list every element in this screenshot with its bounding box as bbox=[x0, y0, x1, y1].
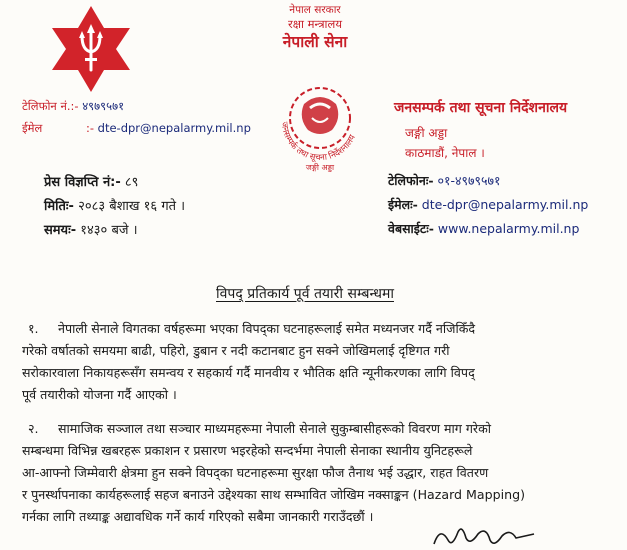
paragraph-number: १. bbox=[28, 321, 39, 336]
directorate-seal-icon bbox=[266, 68, 374, 176]
press-time-label: समयः- bbox=[44, 223, 77, 238]
directorate-phone-line bbox=[388, 172, 501, 189]
left-email-line bbox=[22, 120, 251, 136]
left-phone-label: टेलिफोन नं.:- bbox=[22, 99, 79, 113]
ministry-name: रक्षा मन्त्रालय bbox=[288, 17, 342, 31]
paragraph-number: २. bbox=[28, 421, 39, 436]
army-name: नेपाली सेना bbox=[282, 33, 348, 51]
paragraph-2 bbox=[22, 418, 618, 528]
letterhead-center bbox=[250, 4, 380, 52]
left-email-value: dte-dpr@nepalarmy.mil.np bbox=[97, 121, 251, 135]
press-time-value: १४३० बजे । bbox=[80, 223, 138, 238]
paragraph-line: सम्बन्धमा विभिन्न खबरहरू प्रकाशन र प्रसारण भइरहेको सन्दर्भमा नेपाली सेनाका स्थानीय युनिटहरूले bbox=[22, 443, 473, 458]
press-release-number: ८९ bbox=[124, 175, 139, 190]
left-phone-line bbox=[22, 98, 124, 114]
paragraph-line: १. नेपाली सेनाले विगतका वर्षहरूमा भएका विपद्का घटनाहरूलाई समेत मध्यनजर गर्दै नजिकिँदै bbox=[22, 318, 618, 340]
directorate-website-label: वेबसाईटः- bbox=[388, 221, 434, 236]
directorate-email-label: ईमेलः- bbox=[388, 197, 418, 212]
press-release-label: प्रेस विज्ञप्ति नं:- bbox=[44, 175, 121, 190]
paragraph-line: सरोकारवाला निकायहरूसँग समन्वय र सहकार्य गर्दै मानवीय र भौतिक क्षति न्यूनीकरणका लागि विपद् bbox=[22, 365, 475, 380]
paragraph-line: र पुनर्स्थापनाका कार्यहरूलाई सहज बनाउने उद्देश्यका साथ सम्भावित जोखिम नक्साङ्कन (Hazard Mapping) bbox=[22, 487, 526, 502]
paragraph-line: २. सामाजिक सञ्जाल तथा सञ्चार माध्यमहरूमा नेपाली सेनाले सुकुम्बासीहरूको विवरण माग गरेको bbox=[22, 418, 618, 440]
government-name: नेपाल सरकार bbox=[289, 4, 341, 16]
press-date-value: २०८३ बैशाख १६ गते । bbox=[78, 199, 186, 214]
paragraph-line: गरेको वर्षातको समयमा बाढी, पहिरो, डुबान र नदी कटानबाट हुन सक्ने जोखिमलाई दृष्टिगत गरी bbox=[22, 343, 450, 358]
directorate-city: काठमाडौं, नेपाल । bbox=[405, 146, 485, 160]
paragraph-line: आ-आफ्नो जिम्मेवारी क्षेत्रमा हुन सक्ने विपद्का घटनाहरूमा सुरक्षा फौज तैनाथ भई उद्धार, राहत वितरण bbox=[22, 465, 489, 480]
directorate-website-line bbox=[388, 220, 579, 237]
directorate-office: जङ्गी अड्डा bbox=[405, 126, 448, 140]
left-email-sep: :- bbox=[85, 121, 95, 135]
left-email-label: ईमेल bbox=[22, 121, 43, 135]
press-date-label: मितिः- bbox=[44, 199, 74, 214]
directorate-phone-label: टेलिफोनः- bbox=[388, 173, 434, 188]
directorate-email-value: dte-dpr@nepalarmy.mil.np bbox=[421, 197, 589, 212]
paragraph-line: पूर्व तयारीको योजना गर्दै आएको । bbox=[22, 387, 177, 402]
directorate-website-value: www.nepalarmy.mil.np bbox=[437, 221, 580, 236]
seal-ring-text: जनसम्पर्क तथा सूचना निर्देशनालय bbox=[278, 121, 358, 164]
seal-place-text: जङ्गी अड्डा bbox=[305, 163, 335, 172]
directorate-phone-value: ०१-४९७९५७१ bbox=[437, 173, 501, 188]
directorate-title: जनसम्पर्क तथा सूचना निर्देशनालय bbox=[394, 100, 568, 116]
signature-icon bbox=[430, 522, 540, 550]
paragraph-1 bbox=[22, 318, 618, 406]
left-phone-value: ४९७९५७१ bbox=[82, 99, 125, 113]
paragraph-line: गर्नका लागि तथ्याङ्क अद्यावधिक गर्ने कार्य गरिएको सबैमा जानकारी गराउँदछौं । bbox=[22, 509, 374, 524]
document-subject: विपद् प्रतिकार्य पूर्व तयारी सम्बन्धमा bbox=[216, 286, 394, 302]
nepal-army-emblem-icon bbox=[52, 6, 130, 92]
directorate-email-line bbox=[388, 196, 588, 213]
press-time-line bbox=[44, 220, 138, 238]
press-release-line bbox=[44, 172, 138, 190]
press-date-line bbox=[44, 196, 185, 214]
